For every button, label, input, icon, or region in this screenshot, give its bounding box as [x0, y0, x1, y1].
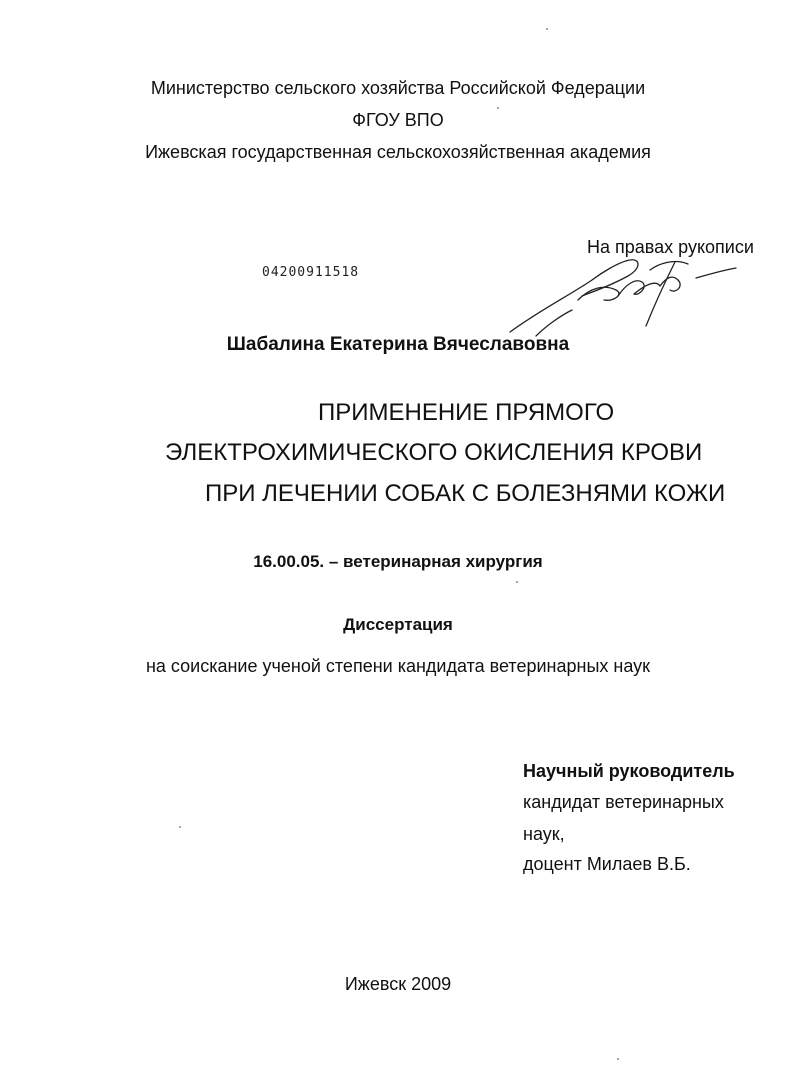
document-type: Диссертация	[343, 615, 453, 634]
scan-speck	[516, 581, 518, 583]
scan-speck	[617, 1058, 619, 1060]
degree-statement: на соискание ученой степени кандидата ветеринарных наук	[145, 656, 651, 676]
academy-name: Ижевская государственная сельскохозяйственная академия	[145, 142, 651, 162]
supervisor-heading: Научный руководитель	[523, 761, 735, 781]
specialty-code: 16.00.05. – ветеринарная хирургия	[253, 552, 543, 571]
scan-speck	[497, 107, 499, 109]
city-year: Ижевск 2009	[344, 974, 452, 994]
manuscript-rights-note: На правах рукописи	[587, 237, 754, 257]
supervisor-name: доцент Милаев В.Б.	[523, 854, 691, 874]
supervisor-degree: кандидат ветеринарных	[523, 792, 724, 812]
title-line-2: ЭЛЕКТРОХИМИЧЕСКОГО ОКИСЛЕНИЯ КРОВИ	[165, 439, 703, 466]
institution-type: ФГОУ ВПО	[352, 110, 444, 130]
ministry-name: Министерство сельского хозяйства Российской Федерации	[150, 78, 646, 98]
title-line-1: ПРИМЕНЕНИЕ ПРЯМОГО	[318, 399, 615, 426]
author-name: Шабалина Екатерина Вячеславовна	[226, 334, 570, 355]
archive-number: 04200911518	[262, 265, 360, 280]
scan-speck	[179, 826, 181, 828]
scan-speck	[546, 28, 548, 30]
supervisor-degree-continued: наук,	[523, 824, 565, 844]
title-line-3: ПРИ ЛЕЧЕНИИ СОБАК С БОЛЕЗНЯМИ КОЖИ	[205, 480, 726, 507]
